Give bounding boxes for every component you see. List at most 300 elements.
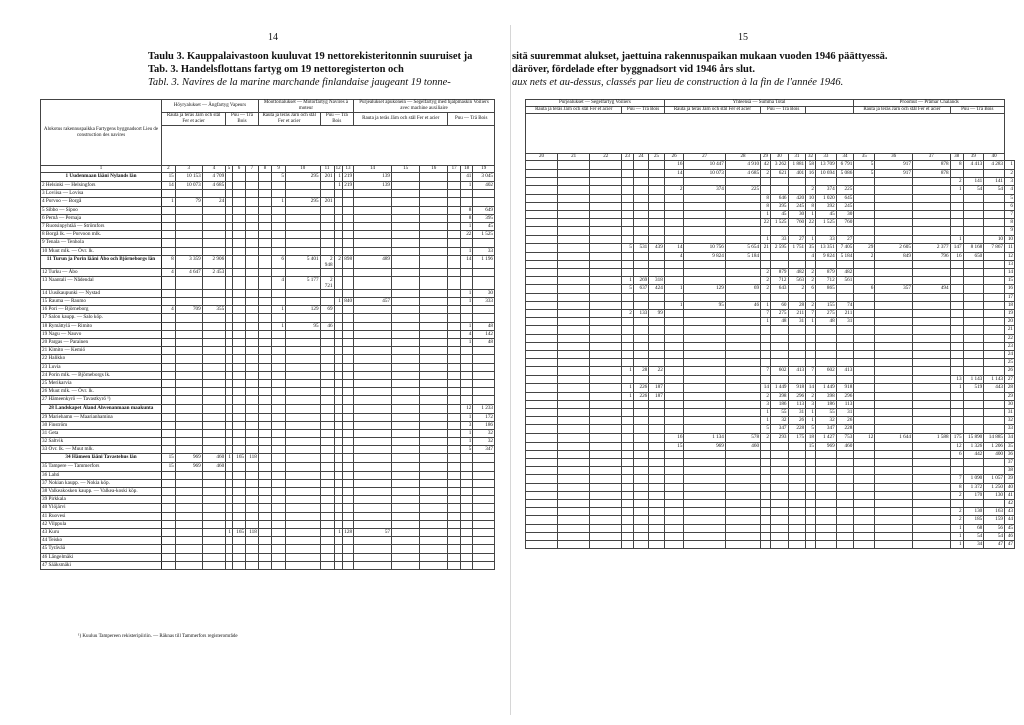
cell-value: 398 (815, 392, 836, 400)
cell-value (354, 537, 392, 545)
cell-value: 7 (806, 367, 816, 375)
cell-value (232, 314, 245, 322)
cell-value (815, 508, 836, 516)
column-number: 39 (963, 154, 984, 161)
cell-value: 2 (950, 491, 963, 499)
cell-value (815, 532, 836, 540)
cell-value (272, 446, 286, 454)
cell-value (392, 173, 420, 182)
cell-value (258, 222, 271, 230)
cell-value (854, 524, 875, 532)
cell-value (806, 499, 816, 507)
place-name: Uusikaupunki — Nystad (48, 289, 101, 296)
row-label (41, 379, 162, 387)
cell-value: 402 (473, 182, 495, 190)
cell-value (320, 206, 334, 214)
place-name: Tenala — Tenhola (45, 239, 84, 246)
cell-value (460, 379, 473, 387)
cell-value: 1 (460, 339, 473, 347)
cell-value (162, 289, 176, 297)
cell-value (770, 540, 788, 548)
cell-value (460, 268, 473, 276)
cell-value: 621 (770, 170, 788, 178)
cell-value (226, 553, 233, 561)
cell-value: 130 (963, 508, 984, 516)
cell-value: 228 (788, 425, 806, 433)
row-number: 1 (1005, 161, 1015, 170)
cell-value (854, 277, 875, 285)
cell-value (664, 318, 684, 326)
table-row (526, 285, 1015, 293)
cell-value (392, 496, 420, 504)
cell-value (232, 404, 245, 413)
cell-value (590, 392, 622, 400)
cell-value (392, 182, 420, 190)
cell-value: 6 (950, 450, 963, 458)
table-row (41, 479, 495, 487)
cell-value: 10 (984, 235, 1005, 243)
cell-value: 392 (815, 202, 836, 210)
row-number: 26 (42, 388, 49, 395)
cell-value (558, 170, 590, 178)
cell-value (984, 326, 1005, 334)
cell-value (232, 512, 245, 520)
column-number: 1 (41, 166, 162, 173)
cell-value (806, 540, 816, 548)
cell-value (334, 306, 342, 314)
cell-value: 24 (202, 198, 225, 206)
cell-value (460, 314, 473, 322)
cell-value (354, 239, 392, 247)
cell-value (854, 375, 875, 383)
cell-value (950, 425, 963, 433)
cell-value (354, 504, 392, 512)
cell-value (854, 467, 875, 475)
cell-value: 969 (175, 454, 202, 463)
cell-value: 16 (664, 161, 684, 170)
cell-value: 3 (460, 421, 473, 429)
cell-value (420, 421, 448, 429)
cell-value: 969 (815, 442, 836, 450)
cell-value (232, 504, 245, 512)
cell-value (950, 277, 963, 285)
cell-value (175, 322, 202, 330)
table-row (526, 540, 1015, 548)
cell-value: 1 (272, 198, 286, 206)
cell-value (202, 276, 225, 289)
cell-value (622, 350, 633, 358)
cell-value (815, 326, 836, 334)
column-number: 17 (448, 166, 460, 173)
cell-value (950, 459, 963, 467)
cell-value (202, 206, 225, 214)
cell-value: 8 (460, 206, 473, 214)
row-number: 39 (42, 496, 49, 503)
cell-value (232, 553, 245, 561)
cell-value (320, 379, 334, 387)
cell-value (342, 289, 353, 297)
cell-value (963, 202, 984, 210)
cell-value (246, 421, 259, 429)
cell-value (285, 396, 320, 404)
cell-value (258, 528, 271, 536)
cell-value (246, 330, 259, 338)
cell-value: 27 (788, 235, 806, 243)
cell-value: 443 (984, 383, 1005, 392)
cell-value (725, 293, 760, 301)
cell-value (590, 334, 622, 342)
page-number-left: 14 (268, 32, 278, 43)
cell-value (963, 219, 984, 227)
row-label (41, 463, 162, 471)
cell-value (258, 363, 271, 371)
cell-value (725, 375, 760, 383)
row-label (41, 438, 162, 446)
cell-value (162, 404, 176, 413)
row-number: 18 (1005, 301, 1015, 309)
cell-value (526, 260, 558, 268)
cell-value: 6 (806, 285, 816, 293)
cell-value (285, 553, 320, 561)
cell-value (912, 383, 950, 392)
cell-value (162, 239, 176, 247)
cell-value (334, 463, 342, 471)
cell-value (806, 178, 816, 186)
cell-value (246, 339, 259, 347)
cell-value (590, 442, 622, 450)
cell-value: 159 (984, 516, 1005, 524)
cell-value (226, 363, 233, 371)
place-name: Lahti (48, 471, 60, 478)
cell-value (622, 326, 633, 334)
cell-value (320, 268, 334, 276)
cell-value (875, 186, 913, 194)
cell-value: 12 (854, 433, 875, 442)
cell-value (633, 417, 648, 425)
cell-value (258, 314, 271, 322)
cell-value (354, 371, 392, 379)
cell-value (836, 342, 854, 350)
cell-value (649, 459, 665, 467)
place-name: Landskapet Åland Ahvenanmaan maakunta (55, 404, 154, 411)
row-number: 37 (42, 479, 49, 486)
cell-value (622, 219, 633, 227)
cell-value (232, 488, 245, 496)
cell-value (448, 214, 460, 222)
cell-value: 29 (854, 243, 875, 252)
cell-value (526, 161, 558, 170)
cell-value: 26 (836, 417, 854, 425)
column-number: 19 (473, 166, 495, 173)
row-label (41, 214, 162, 222)
cell-value: 460 (725, 442, 760, 450)
place-name: Geta (48, 429, 59, 436)
cell-value: 7 867 (984, 243, 1005, 252)
cell-value (761, 532, 771, 540)
cell-value (258, 446, 271, 454)
cell-value (162, 314, 176, 322)
cell-value: 68 (963, 524, 984, 532)
cell-value (725, 326, 760, 334)
cell-value: 139 (354, 182, 392, 190)
cell-value (420, 413, 448, 421)
cell-value (633, 326, 648, 334)
cell-value (558, 186, 590, 194)
cell-value (162, 347, 176, 355)
cell-value (246, 347, 259, 355)
cell-value (246, 537, 259, 545)
cell-value: 54 (984, 186, 1005, 194)
cell-value: 878 (912, 170, 950, 178)
cell-value (202, 214, 225, 222)
cell-value (226, 190, 233, 198)
cell-value (354, 379, 392, 387)
cell-value (354, 330, 392, 338)
cell-value (649, 202, 665, 210)
cell-value (664, 532, 684, 540)
cell-value (788, 508, 806, 516)
cell-value (725, 400, 760, 408)
cell-value (420, 222, 448, 230)
column-number: 32 (806, 154, 816, 161)
cell-value (558, 359, 590, 367)
table-row (526, 524, 1015, 532)
cell-value (392, 239, 420, 247)
cell-value: 225 (836, 186, 854, 194)
row-number: 30 (42, 421, 49, 428)
cell-value (232, 347, 245, 355)
cell-value (526, 532, 558, 540)
cell-value (448, 512, 460, 520)
row-number: 17 (42, 314, 49, 321)
cell-value: 2 (806, 186, 816, 194)
cell-value: 1 (950, 383, 963, 392)
cell-value (448, 479, 460, 487)
place-name: Rauma — Raumo (48, 298, 86, 305)
cell-value (854, 260, 875, 268)
cell-value (875, 417, 913, 425)
province-total-row (526, 383, 1015, 392)
cell-value (342, 404, 353, 413)
cell-value (788, 293, 806, 301)
cell-value: 796 (912, 252, 950, 260)
cell-value (232, 479, 245, 487)
cell-value: 175 (950, 433, 963, 442)
cell-value: 849 (875, 252, 913, 260)
cell-value (246, 446, 259, 454)
cell-value (854, 202, 875, 210)
cell-value (815, 359, 836, 367)
cell-value (473, 463, 495, 471)
cell-value (448, 504, 460, 512)
cell-value (854, 318, 875, 326)
cell-value (526, 293, 558, 301)
cell-value (420, 173, 448, 182)
cell-value (526, 425, 558, 433)
cell-value (950, 219, 963, 227)
cell-value: 1 (806, 409, 816, 417)
cell-value (175, 388, 202, 396)
cell-value: 54 (963, 532, 984, 540)
cell-value (258, 404, 271, 413)
cell-value (633, 235, 648, 243)
cell-value (558, 425, 590, 433)
cell-value (912, 334, 950, 342)
province-total-row (526, 433, 1015, 442)
cell-value (590, 532, 622, 540)
cell-value (836, 350, 854, 358)
cell-value (761, 342, 771, 350)
cell-value (342, 454, 353, 463)
cell-value (420, 298, 448, 306)
cell-value (175, 471, 202, 479)
row-number: 35 (42, 463, 49, 470)
cell-value (175, 404, 202, 413)
cell-value (761, 475, 771, 483)
table-row (526, 301, 1015, 309)
cell-value: 295 (285, 173, 320, 182)
cell-value (590, 326, 622, 334)
cell-value: 649 (473, 206, 495, 214)
cell-value (912, 400, 950, 408)
cell-value (258, 268, 271, 276)
cell-value (258, 322, 271, 330)
cell-value (354, 289, 392, 297)
cell-value (473, 314, 495, 322)
cell-value: 30 (836, 210, 854, 218)
cell-value (392, 379, 420, 387)
cell-value (622, 359, 633, 367)
row-number: 13 (42, 276, 49, 283)
cell-value (963, 170, 984, 178)
cell-value (854, 400, 875, 408)
cell-value (963, 310, 984, 318)
cell-value: 226 (633, 383, 648, 392)
cell-value (334, 537, 342, 545)
cell-value (272, 471, 286, 479)
table-row (41, 298, 495, 306)
cell-value: 561 (836, 277, 854, 285)
place-name: Tampere — Tammerfors (48, 463, 100, 470)
cell-value (334, 479, 342, 487)
row-label (41, 429, 162, 437)
cell-value: 1 (334, 528, 342, 536)
cell-value: 1 (460, 429, 473, 437)
cell-value (590, 318, 622, 326)
table-row (41, 388, 495, 396)
table-row (41, 198, 495, 206)
cell-value (162, 504, 176, 512)
cell-value: 14 (162, 182, 176, 190)
cell-value (590, 516, 622, 524)
cell-value (770, 450, 788, 458)
cell-value (460, 561, 473, 569)
cell-value (473, 388, 495, 396)
cell-value (684, 409, 725, 417)
place-name: Teisko (48, 537, 63, 544)
cell-value (590, 186, 622, 194)
cell-value (950, 310, 963, 318)
cell-value (175, 276, 202, 289)
cell-value (285, 488, 320, 496)
cell-value (633, 318, 648, 326)
cell-value (258, 479, 271, 487)
cell-value (963, 409, 984, 417)
cell-value: 8 (761, 202, 771, 210)
cell-value (320, 545, 334, 553)
cell-value (420, 438, 448, 446)
subheader-iron: Rauta ja teräs Järn och stål Fer et acier (162, 113, 226, 126)
row-number: 20 (1005, 318, 1015, 326)
cell-value (806, 516, 816, 524)
cell-value (175, 363, 202, 371)
cell-value (854, 350, 875, 358)
cell-value (175, 561, 202, 569)
cell-value (854, 425, 875, 433)
cell-value (950, 318, 963, 326)
cell-value (162, 488, 176, 496)
cell-value (285, 239, 320, 247)
cell-value: 163 (984, 508, 1005, 516)
cell-value (392, 388, 420, 396)
cell-value (175, 396, 202, 404)
row-number: 37 (1005, 459, 1015, 467)
row-label (41, 520, 162, 528)
cell-value (272, 190, 286, 198)
cell-value (246, 355, 259, 363)
cell-value (622, 400, 633, 408)
cell-value: 28 (788, 301, 806, 309)
cell-value: 15 (806, 442, 816, 450)
cell-value (226, 255, 233, 268)
cell-value (334, 231, 342, 239)
cell-value (684, 425, 725, 433)
cell-value (342, 537, 353, 545)
cell-value (622, 524, 633, 532)
cell-value (232, 355, 245, 363)
column-number: 9 (272, 166, 286, 173)
cell-value: 175 (788, 433, 806, 442)
cell-value (725, 318, 760, 326)
table-row (526, 219, 1015, 227)
cell-value (392, 206, 420, 214)
cell-value: 1 449 (815, 383, 836, 392)
cell-value: 374 (684, 186, 725, 194)
cell-value (420, 306, 448, 314)
cell-value: 1 (460, 322, 473, 330)
cell-value (232, 268, 245, 276)
cell-value (770, 532, 788, 540)
cell-value (334, 222, 342, 230)
cell-value (448, 206, 460, 214)
cell-value: 1 (761, 417, 771, 425)
place-name: Längelmäki (48, 553, 74, 560)
cell-value (272, 421, 286, 429)
cell-value (460, 512, 473, 520)
cell-value (354, 198, 392, 206)
cell-value: 1 (950, 235, 963, 243)
cell-value (788, 467, 806, 475)
cell-value: 295 (285, 198, 320, 206)
cell-value (258, 255, 271, 268)
cell-value: 1 (806, 318, 816, 326)
cell-value (875, 210, 913, 218)
cell-value (334, 268, 342, 276)
cell-value (448, 298, 460, 306)
cell-value: 1 134 (684, 433, 725, 442)
cell-value (950, 301, 963, 309)
cell-value (232, 396, 245, 404)
